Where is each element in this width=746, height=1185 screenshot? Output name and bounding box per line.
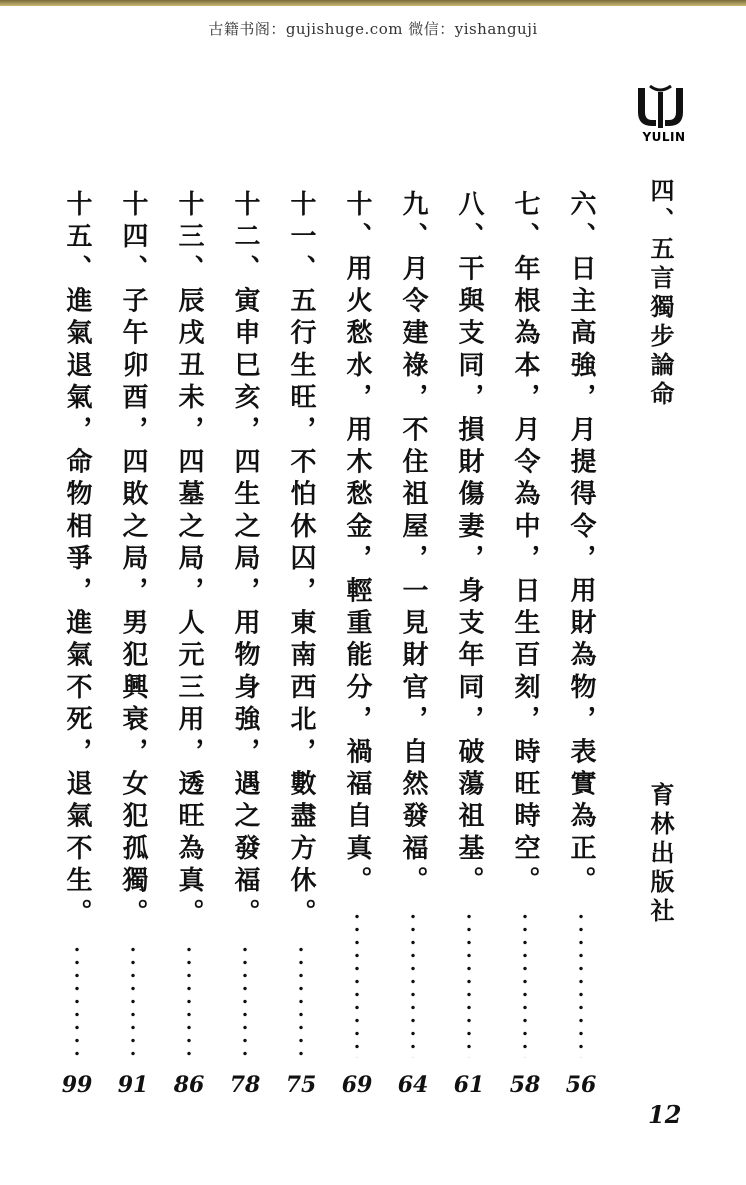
toc-page-ref: 58 (509, 1072, 541, 1098)
toc-page-ref: 75 (285, 1072, 317, 1098)
yulin-logo-icon (634, 82, 694, 130)
toc-entry-text: 六、日主高強，月提得令，用財為物，表實為正。 (566, 190, 596, 899)
toc-leader-dots (578, 910, 584, 1058)
toc-page-ref: 56 (565, 1072, 597, 1098)
toc-entry-text: 十、用火愁水，用木愁金，輕重能分，禍福自真。 (342, 190, 372, 899)
toc-entry-text: 十三、辰戌丑未，四墓之局，人元三用，透旺為真。 (174, 190, 204, 931)
page-number: 12 (648, 1100, 682, 1129)
toc-page-ref: 86 (173, 1072, 205, 1098)
toc-entry-text: 七、年根為本，月令為中，日生百刻，時旺時空。 (510, 190, 540, 899)
toc-leader-dots (242, 943, 248, 1058)
toc-leader-dots (130, 943, 136, 1058)
toc-leader-dots (466, 910, 472, 1058)
toc-page-ref: 91 (117, 1072, 149, 1098)
toc-entry-text: 十五、進氣退氣，命物相爭，進氣不死，退氣不生。 (62, 190, 92, 931)
toc-page-ref: 64 (397, 1072, 429, 1098)
toc-entry-text: 十四、子午卯酉，四敗之局，男犯興衰，女犯孤獨。 (118, 190, 148, 931)
toc-entry-text: 十二、寅申巳亥，四生之局，用物身強，遇之發福。 (230, 190, 260, 931)
toc-leader-dots (522, 910, 528, 1058)
toc-entry-text: 八、干與支同，損財傷妻，身支年同，破蕩祖基。 (454, 190, 484, 899)
toc-leader-dots (74, 943, 80, 1058)
toc-entry-text: 十一、五行生旺，不怕休囚，東南西北，數盡方休。 (286, 190, 316, 931)
toc-entry-text: 九、月令建祿，不住祖屋，一見財官，自然發福。 (398, 190, 428, 899)
toc-leader-dots (410, 910, 416, 1058)
toc-leader-dots (298, 943, 304, 1058)
toc-page-ref: 99 (61, 1072, 93, 1098)
watermark-text: 古籍书阁：gujishuge.com 微信：yishanguji (208, 20, 538, 38)
top-border (0, 0, 746, 6)
logo-text: YULIN (642, 130, 686, 144)
toc-page-ref: 78 (229, 1072, 261, 1098)
toc-page-ref: 69 (341, 1072, 373, 1098)
yulin-logo (634, 82, 694, 148)
toc-leader-dots (354, 910, 360, 1058)
section-title: 四、五言獨步論命 (646, 178, 675, 410)
toc-page-ref: 61 (453, 1072, 485, 1098)
toc-leader-dots (186, 943, 192, 1058)
publisher-name: 育林出版社 (646, 782, 675, 927)
